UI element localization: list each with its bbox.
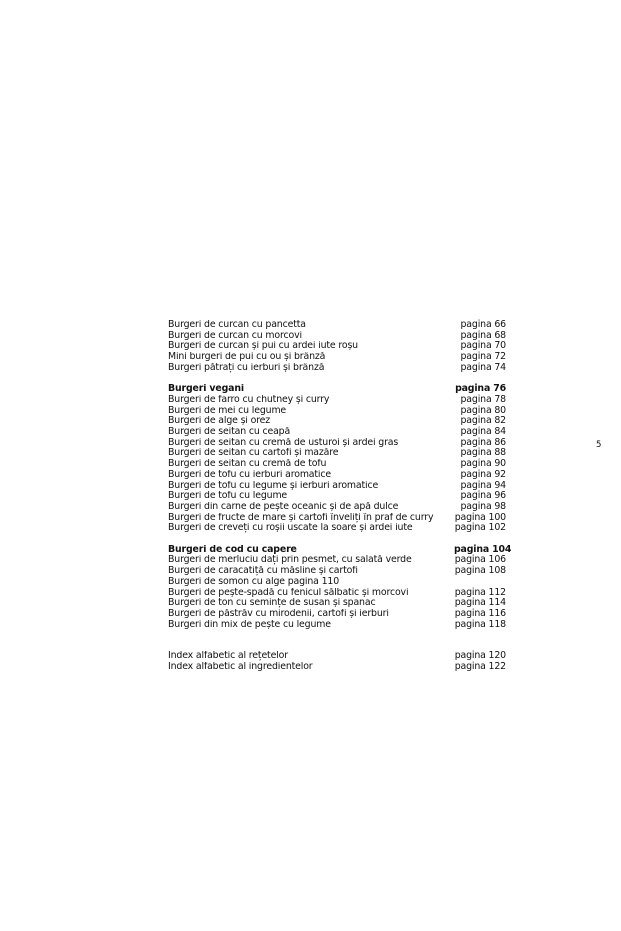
- toc-entry: [168, 331, 508, 342]
- toc-entry-page: pagina 84: [460, 426, 506, 438]
- toc-entry-page: pagina 106: [454, 554, 506, 566]
- toc-entry-title: Burgeri din carne de pește oceanic și de apă dulce: [168, 501, 399, 512]
- toc-entry: [168, 395, 508, 406]
- toc-entry-page: pagina 66: [460, 319, 506, 330]
- toc-entry-title: Burgeri de alge și orez: [168, 416, 271, 427]
- toc-entry-title: Burgeri de ton cu semințe de susan și spanac: [168, 598, 376, 609]
- toc-entry-title: Burgeri de merluciu dați prin pesmet, cu salată verde: [168, 555, 412, 566]
- toc-entry-title: Index alfabetic al rețetelor: [168, 651, 288, 662]
- toc-entry: [168, 523, 508, 534]
- toc-entry: [168, 481, 508, 492]
- toc-entry-title: Burgeri de tofu cu legume: [168, 491, 288, 502]
- toc-entry-title: Burgeri de seitan cu cartofi și mazăre: [168, 448, 339, 459]
- toc-entry-page: pagina 74: [460, 361, 506, 373]
- toc-entry-page: pagina 112: [454, 586, 506, 598]
- page-number: 5: [596, 440, 602, 450]
- toc-entry-page: pagina 82: [460, 415, 506, 427]
- toc-section-heading: [168, 384, 508, 395]
- toc-entry-page: pagina 122: [454, 661, 506, 673]
- toc-entry-page: pagina 68: [460, 329, 506, 341]
- toc-entry-page: pagina 108: [454, 565, 506, 577]
- toc-entry-title: Burgeri de curcan cu morcovi: [168, 330, 302, 341]
- toc-entry: [168, 620, 508, 631]
- toc-entry: [168, 491, 508, 502]
- toc-entry-title: Burgeri de pește-spadă cu fenicul sălbatic și morcovi: [168, 587, 409, 598]
- toc-entry-title: Burgeri de seitan cu cremă de usturoi și ardei gras: [168, 437, 399, 448]
- toc-entry-page: pagina 114: [454, 597, 506, 609]
- toc-entry: [168, 566, 508, 577]
- toc-entry: [168, 470, 508, 481]
- section-spacer: [168, 630, 508, 651]
- toc-entry: [168, 448, 508, 459]
- toc-entry-page: pagina 88: [460, 447, 506, 459]
- toc-entry-page: pagina 116: [454, 607, 506, 619]
- toc-entry: [168, 459, 508, 470]
- toc-entry-page: pagina 72: [460, 351, 506, 363]
- toc-entry-title: Burgeri de caracatiță cu măsline și cartofi: [168, 566, 358, 577]
- toc-entry-page: [454, 577, 508, 588]
- toc-entry-page: pagina 94: [460, 479, 506, 491]
- toc-entry-page: pagina 86: [460, 436, 506, 448]
- toc-entry-page: pagina 100: [454, 511, 506, 523]
- toc-entry: [168, 352, 508, 363]
- toc-entry-title: Burgeri de fructe de mare și cartofi înveliți în praf de curry: [168, 512, 434, 523]
- toc-entry-title: Burgeri de somon cu alge pagina 110: [168, 576, 340, 587]
- toc-entry-page: pagina 96: [460, 490, 506, 502]
- toc-entry-title: Burgeri de farro cu chutney și curry: [168, 394, 330, 405]
- toc-entry-page: pagina 78: [460, 393, 506, 405]
- toc-entry-title: Burgeri de seitan cu ceapă: [168, 427, 291, 438]
- toc-entry-title: Burgeri din mix de pește cu legume: [168, 619, 331, 630]
- toc-entry-title: Burgeri de mei cu legume: [168, 405, 287, 416]
- toc-entry: [168, 427, 508, 438]
- toc-entry-title: Burgeri de tofu cu legume și ierburi aromatice: [168, 480, 379, 491]
- table-of-contents: [168, 319, 512, 673]
- toc-entry-title: Burgeri de păstrăv cu mirodenii, cartofi și ierburi: [168, 608, 389, 619]
- toc-entry-title: Mini burgeri de pui cu ou și brânză: [168, 352, 326, 363]
- toc-entry: [168, 341, 508, 352]
- toc-heading-title: Burgeri vegani: [168, 384, 244, 395]
- toc-heading-title: Burgeri de cod cu capere: [168, 544, 297, 555]
- toc-entry-page: pagina 118: [454, 618, 506, 630]
- toc-entry: [168, 406, 508, 417]
- toc-entry: [168, 438, 508, 449]
- toc-entry-page: pagina 102: [454, 522, 506, 534]
- toc-entry-page: pagina 90: [460, 458, 506, 470]
- toc-entry-title: Burgeri pătrați cu ierburi și brânză: [168, 362, 325, 373]
- toc-entry-title: Burgeri de seitan cu cremă de tofu: [168, 459, 327, 470]
- toc-entry-page: pagina 120: [454, 650, 506, 662]
- toc-entry-title: Burgeri de curcan cu pancetta: [168, 320, 306, 330]
- toc-entry: [168, 416, 508, 427]
- toc-entry-page: pagina 98: [460, 500, 506, 512]
- toc-entry-title: Burgeri de curcan și pui cu ardei iute roșu: [168, 341, 358, 352]
- toc-entry: [168, 363, 508, 374]
- toc-entry-page: pagina 80: [460, 404, 506, 416]
- toc-entry: [168, 662, 508, 673]
- toc-entry: [168, 320, 508, 331]
- toc-entry-page: pagina 70: [460, 340, 506, 352]
- toc-entry-title: Burgeri de creveți cu roșii uscate la soare și ardei iute: [168, 523, 413, 534]
- toc-entry: [168, 577, 508, 588]
- toc-entry-title: Index alfabetic al ingredientelor: [168, 662, 313, 673]
- toc-entry-title: Burgeri de tofu cu ierburi aromatice: [168, 469, 331, 480]
- toc-heading-page: pagina 76: [455, 383, 506, 395]
- toc-entry-page: pagina 92: [460, 468, 506, 480]
- toc-heading-page: pagina 104: [454, 543, 512, 555]
